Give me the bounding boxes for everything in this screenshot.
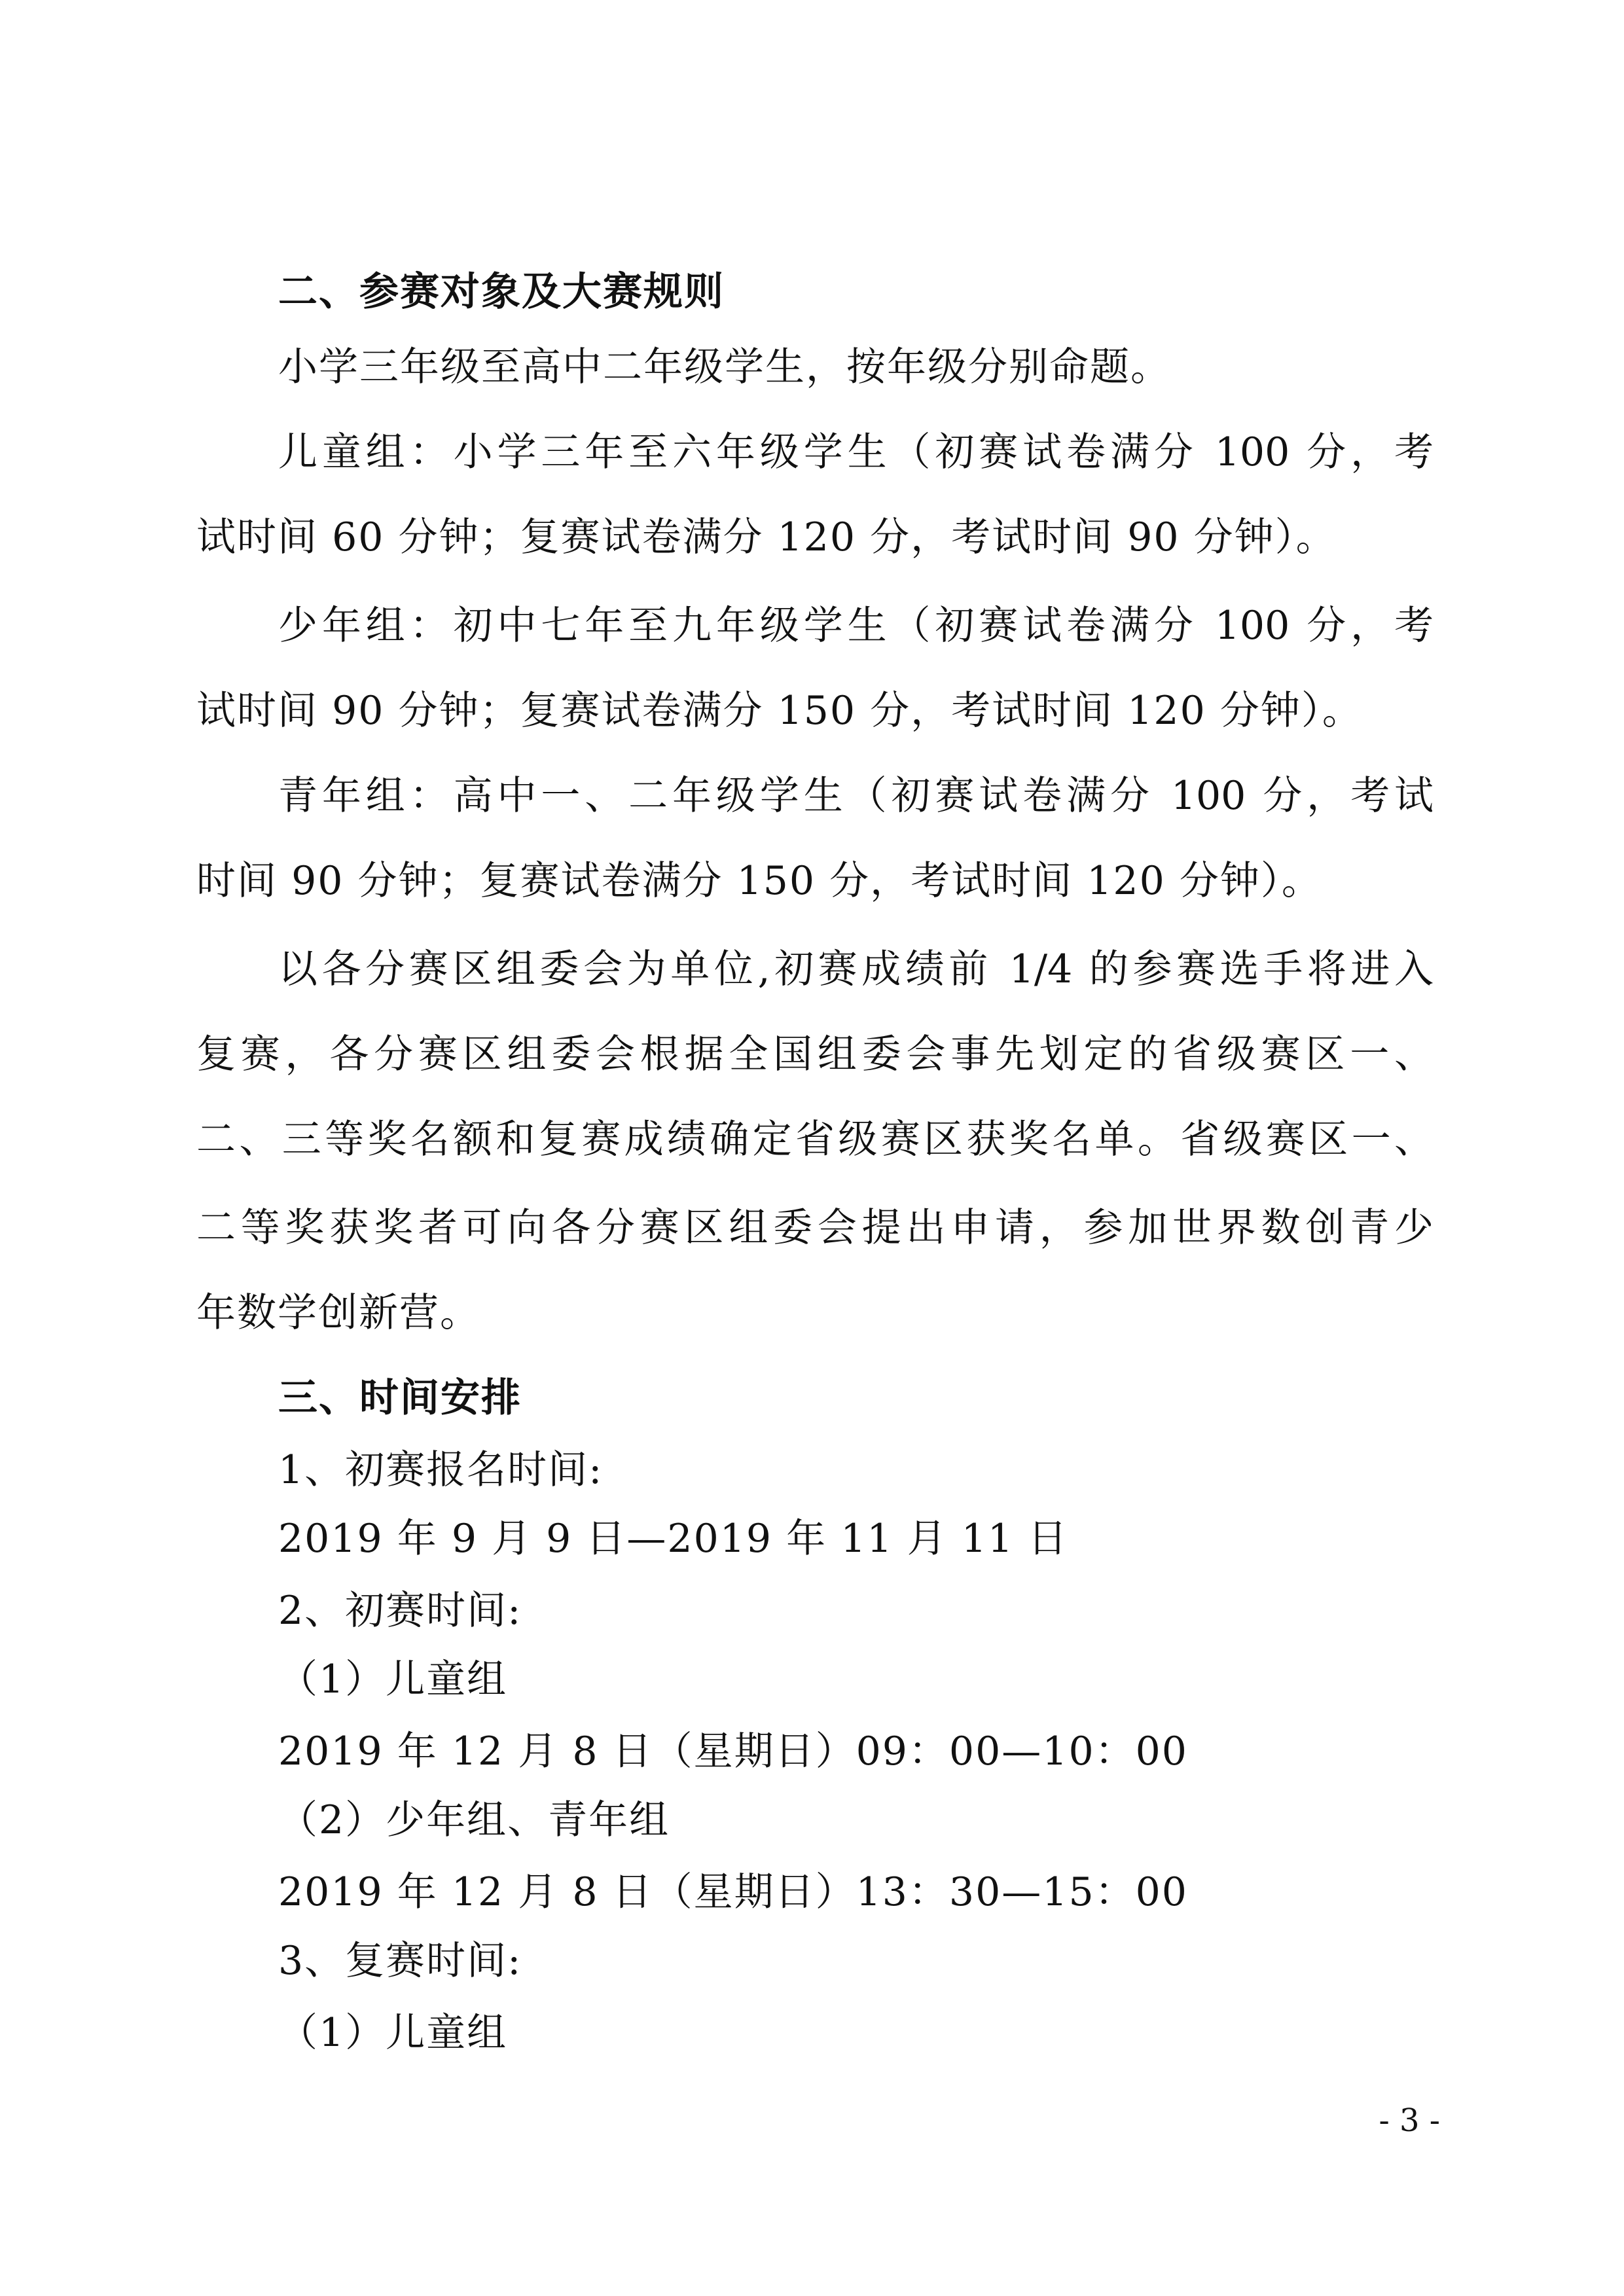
paragraph-line: 青年组：高中一、二年级学生（初赛试卷满分 100 分，考试 (278, 773, 1434, 819)
section-heading: 三、时间安排 (278, 1375, 522, 1421)
list-subitem-label: （1）儿童组 (278, 1657, 508, 1702)
list-item-label: 1、初赛报名时间: (278, 1447, 604, 1493)
paragraph-line: 儿童组：小学三年至六年级学生（初赛试卷满分 100 分，考 (278, 429, 1434, 475)
paragraph-line: 时间 90 分钟；复赛试卷满分 150 分，考试时间 120 分钟）。 (196, 858, 1322, 904)
paragraph-line: 小学三年级至高中二年级学生，按年级分别命题。 (278, 344, 1171, 390)
paragraph-line: 二等奖获奖者可向各分赛区组委会提出申请，参加世界数创青少 (196, 1205, 1434, 1251)
list-subitem-value: 2019 年 12 月 8 日（星期日）13：30—15：00 (278, 1869, 1188, 1915)
paragraph-line: 试时间 60 分钟；复赛试卷满分 120 分，考试时间 90 分钟）。 (196, 514, 1337, 560)
paragraph-line: 少年组：初中七年至九年级学生（初赛试卷满分 100 分，考 (278, 603, 1434, 649)
section-heading: 二、参赛对象及大赛规则 (278, 269, 725, 315)
paragraph-line: 复赛，各分赛区组委会根据全国组委会事先划定的省级赛区一、 (196, 1031, 1434, 1077)
list-subitem-value: 2019 年 12 月 8 日（星期日）09：00—10：00 (278, 1729, 1188, 1774)
paragraph-line: 年数学创新营。 (196, 1290, 480, 1336)
list-item-label: 2、初赛时间: (278, 1588, 522, 1634)
list-subitem-label: （1）儿童组 (278, 2010, 508, 2056)
list-item-label: 3、复赛时间: (278, 1938, 522, 1984)
page-number: - 3 - (1379, 2102, 1440, 2139)
list-item-value: 2019 年 9 月 9 日—2019 年 11 月 11 日 (278, 1516, 1069, 1562)
paragraph-line: 以各分赛区组委会为单位,初赛成绩前 1/4 的参赛选手将进入 (278, 946, 1434, 992)
paragraph-line: 试时间 90 分钟；复赛试卷满分 150 分，考试时间 120 分钟）。 (196, 688, 1363, 734)
paragraph-line: 二、三等奖名额和复赛成绩确定省级赛区获奖名单。省级赛区一、 (196, 1117, 1434, 1162)
list-subitem-label: （2）少年组、青年组 (278, 1797, 670, 1843)
